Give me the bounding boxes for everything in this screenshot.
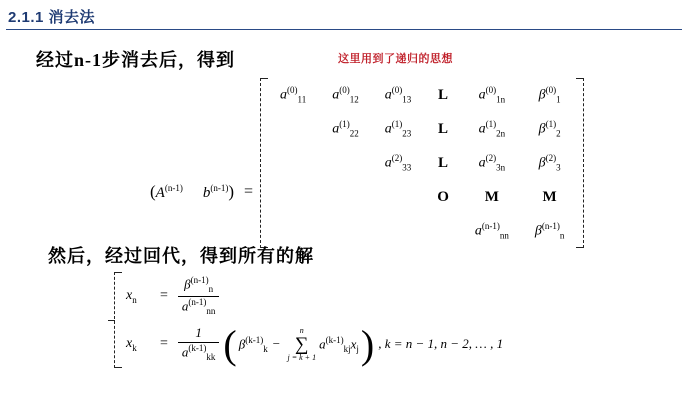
sum-lower-limit: j = k + 1 <box>287 352 317 362</box>
xk-leading-fraction <box>178 325 220 362</box>
matrix-row <box>267 78 577 112</box>
xk-lhs: $x_k$ <box>126 335 137 353</box>
text-line-back-substitution: 然后，经过回代，得到所有的解 <box>48 246 314 266</box>
matrix-row <box>267 112 577 146</box>
xk-beta-term: $\beta^{(k-1)}_k$ <box>238 334 268 354</box>
matrix-cell: $a^{(1)}_{23}$ <box>384 119 412 139</box>
xk-sum-term: $a^{(k-1)}_{kj}x_j$ <box>319 334 359 354</box>
matrix-bracketed <box>257 78 587 248</box>
heading-divider <box>6 29 682 30</box>
matrix-right-bracket <box>577 78 587 248</box>
matrix-cell-empty <box>267 112 319 146</box>
lhs-A: A <box>155 185 165 201</box>
matrix-cell: $a^{(1)}_{22}$ <box>332 119 359 139</box>
matrix-equation-lhs <box>150 124 240 202</box>
xk-equals: = <box>160 336 168 351</box>
matrix-cell-empty <box>319 214 372 248</box>
xn-lhs: $x_n$ <box>126 287 137 305</box>
matrix-cell-rhs: $\beta^{(n-1)}_n$ <box>534 221 565 241</box>
matrix-cell-rhs: $\beta^{(0)}_1$ <box>538 85 561 105</box>
matrix-cell-empty <box>424 214 462 248</box>
matrix-cell-ellipsis: L <box>438 154 449 171</box>
matrix-cell-ellipsis: O <box>437 188 449 205</box>
xn-equals: = <box>160 288 168 303</box>
matrix-cell: $a^{(0)}_{1n}$ <box>478 85 506 105</box>
xk-open-paren: ( <box>223 322 237 367</box>
matrix-cell-empty <box>372 214 425 248</box>
xn-denominator: $a^{(n-1)}_{nn}$ <box>181 296 216 316</box>
matrix-cell: $a^{(2)}_{3n}$ <box>478 153 506 173</box>
xn-fraction <box>178 275 220 316</box>
system-left-brace <box>108 272 122 368</box>
sigma-icon: ∑ <box>295 333 309 355</box>
page-title: 2.1.1 消去法 <box>8 9 96 26</box>
matrix-equals-sign: = <box>244 183 254 200</box>
matrix-cell-empty <box>267 180 319 214</box>
matrix-cell: $a^{(0)}_{12}$ <box>332 85 359 105</box>
lhs-b-sup: (n-1) <box>210 183 229 193</box>
matrix-cell-ellipsis: M <box>542 188 557 205</box>
text-line-elimination-steps: 经过n-1步消去后，得到 <box>36 50 236 70</box>
xk-fraction-denominator: $a^{(k-1)}_{kk}$ <box>181 342 216 362</box>
matrix-cell-empty <box>267 146 319 180</box>
matrix-cell-ellipsis: L <box>438 86 449 103</box>
system-row-xk <box>126 320 503 368</box>
matrix-cell-rhs: $\beta^{(1)}_2$ <box>538 119 561 139</box>
system-rows <box>122 272 503 368</box>
summation-operator <box>288 327 317 362</box>
xn-numerator: $\beta^{(n-1)}_n$ <box>184 275 214 295</box>
lhs-open-paren: ( <box>150 182 156 201</box>
matrix-cell-empty <box>319 180 372 214</box>
system-row-xn <box>126 272 503 320</box>
matrix-equation <box>150 78 587 248</box>
sum-upper-limit: n <box>299 325 304 335</box>
matrix-cell-ellipsis: L <box>438 120 449 137</box>
matrix-cell-rhs: $\beta^{(2)}_3$ <box>538 153 561 173</box>
matrix-left-bracket <box>257 78 267 248</box>
matrix-cell: $a^{(1)}_{2n}$ <box>478 119 506 139</box>
lhs-close-paren: ) <box>228 182 235 201</box>
lhs-A-sup: (n-1) <box>164 183 183 193</box>
xk-minus: − <box>271 336 281 351</box>
matrix-cell-empty <box>372 180 425 214</box>
matrix-grid <box>267 78 577 248</box>
matrix-row <box>267 146 577 180</box>
matrix-cell: $a^{(n-1)}_{nn}$ <box>474 221 509 241</box>
matrix-cell: $a^{(2)}_{33}$ <box>384 153 412 173</box>
xk-close-paren: ) <box>360 322 375 367</box>
matrix-cell: $a^{(0)}_{11}$ <box>280 85 307 105</box>
matrix-cell-ellipsis: M <box>484 188 499 205</box>
lhs-b: b <box>202 185 211 201</box>
matrix-cell: $a^{(0)}_{13}$ <box>384 85 412 105</box>
text-note-recursion: 这里用到了递归的思想 <box>338 53 453 65</box>
xk-index-range: , k = n − 1, n − 2, … , 1 <box>378 336 504 351</box>
xk-fraction-numerator: 1 <box>195 325 202 341</box>
matrix-cell-empty <box>319 146 372 180</box>
back-substitution-system <box>108 272 503 368</box>
matrix-row <box>267 180 577 214</box>
